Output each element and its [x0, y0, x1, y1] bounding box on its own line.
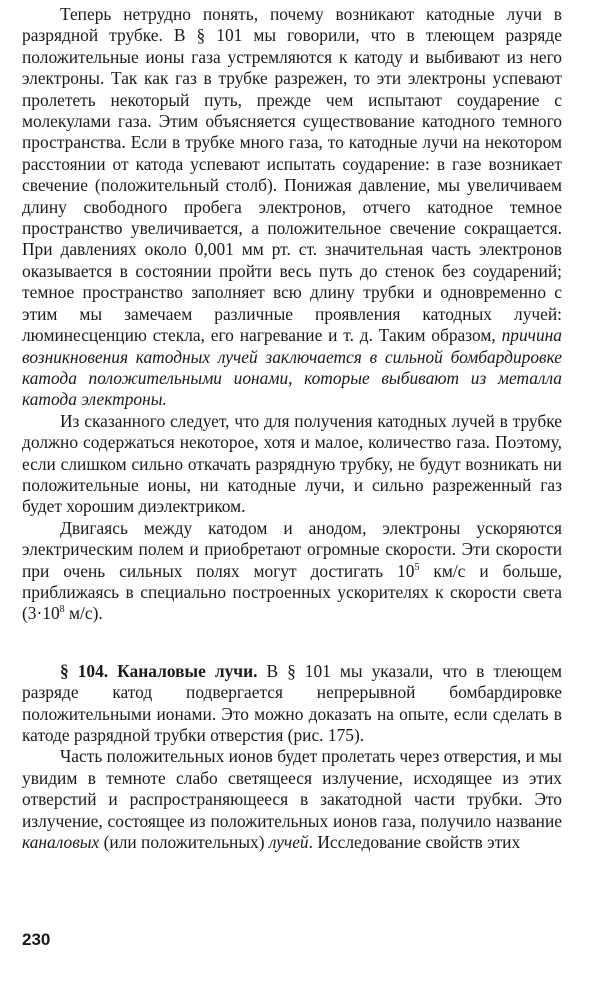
italic-term: лучей: [268, 832, 309, 853]
paragraph-canal-rays: [22, 746, 562, 853]
paragraph-text: . Исследование свойств этих: [308, 832, 521, 853]
paragraph-text: м/с).: [64, 603, 103, 624]
section-canal-rays: [22, 661, 562, 854]
italic-term: каналовых: [22, 832, 100, 853]
section-heading: § 104. Каналовые лучи.: [60, 660, 258, 681]
paragraph-text: Теперь нетрудно понять, почему возникают катодные лучи в разрядной трубке. В § 101 мы говорили, что в тлеющем разряде положительные ионы газа устремляются к катоду и выбивают из него электроны. Так как газ в трубке разрежен, то эти электроны успевают пролететь некоторый путь, прежде чем испытают соударение с молекулами газа. Этим объясняется существование катодного темного пространства. Если в трубке много газа, то катодные лучи на некотором расстоянии от катода успевают испытать соударение: в газе возникает свечение (положительный столб). Понижая давление, мы увеличиваем длину свободного пробега электронов, отчего катодное темное пространство увеличивается, а положительное свечение сокращается. При давлениях около 0,001 мм рт. ст. значительная часть электронов оказывается в состоянии пройти весь путь до стенок без соударений; темное пространство заполняет всю длину трубки и одновременно с этим мы замечаем различные проявления катодных лучей: люминесценцию стекла, его нагревание и т. д. Таким образом,: [22, 4, 562, 346]
paragraph-electron-speed: [22, 518, 562, 625]
page-number: 230: [22, 930, 51, 949]
paragraph-gas-requirement: Из сказанного следует, что для получения катодных лучей в трубке должно содержаться некоторое, хотя и малое, количество газа. Поэтому, если слишком сильно откачать разрядную трубку, не будут возникать ни положительные ионы, ни катодные лучи, и сильно разреженный газ будет хорошим диэлектриком.: [22, 410, 562, 517]
paragraph-text: Двигаясь между катодом и анодом, электроны ускоряются электрическим полем и приобретают огромные скорости. Эти скорости при очень сильных полях могут достигать 10: [22, 517, 562, 581]
paragraph-text: Часть положительных ионов будет пролетать через отверстия, и мы увидим в темноте слабо светящееся излучение, исходящее из этих отверстий и распространяющееся в закатодной части трубки. Это излучение, состоящее из положительных ионов газа, получило название: [22, 746, 562, 831]
italic-conclusion: причина возникновения катодных лучей заключается в сильной бомбардировке катода положительными ионами, которые выбивают из металла катода электроны.: [22, 325, 562, 410]
paragraph-text: км/с и больше, приближаясь в специально построенных ускорителях к скорости света (3·10: [22, 560, 562, 624]
page-body: [22, 4, 562, 853]
exponent: 5: [414, 561, 420, 573]
exponent: 8: [59, 604, 65, 616]
section-intro-paragraph: [22, 661, 562, 747]
paragraph-text: (или положительных): [99, 832, 269, 853]
paragraph-text: В § 101 мы указали, что в тлеющем разряде катод подвергается непрерывной бомбардировке положительными ионами. Это можно доказать на опыте, если сделать в катоде разрядной трубки отверстия (рис. 175).: [22, 660, 562, 745]
paragraph-cathode-rays: [22, 4, 562, 411]
